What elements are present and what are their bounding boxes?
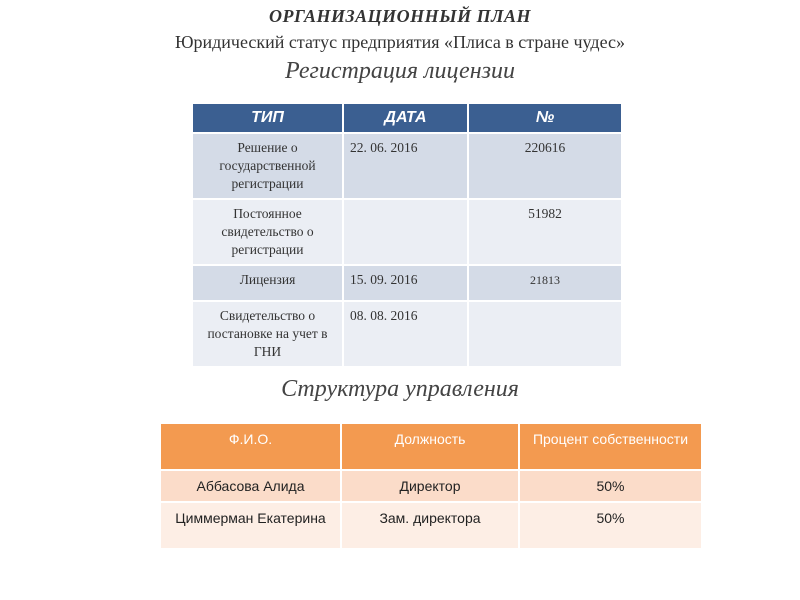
column-header-position: Должность [341,424,519,470]
table-row [193,301,621,366]
table-row [193,265,621,301]
page-title: ОРГАНИЗАЦИОННЫЙ ПЛАН [269,6,531,26]
license-number-cell: 21813 [468,265,621,301]
license-number-cell [468,301,621,366]
person-position-cell: Директор [341,470,519,502]
license-number-cell: 220616 [468,133,621,199]
table-row [161,502,701,548]
person-position-cell: Зам. директора [341,502,519,548]
license-date-cell: 08. 08. 2016 [343,301,468,366]
license-date-cell: 15. 09. 2016 [343,265,468,301]
column-header-type: ТИП [193,104,343,133]
license-section-heading: Регистрация лицензии [285,58,515,84]
structure-section-heading: Структура управления [281,376,519,402]
license-table-header [193,104,621,133]
license-type-cell: Постоянное свидетельство о регистрации [193,199,343,265]
management-table-header [161,424,701,470]
license-type-cell: Решение о государственной регистрации [193,133,343,199]
license-number-cell: 51982 [468,199,621,265]
table-row [193,199,621,265]
column-header-name: Ф.И.О. [161,424,341,470]
license-date-cell: 22. 06. 2016 [343,133,468,199]
table-row [193,133,621,199]
column-header-number: № [468,104,621,133]
license-table [193,104,621,366]
ownership-share-cell: 50% [519,470,701,502]
ownership-share-cell: 50% [519,502,701,548]
license-type-cell: Лицензия [193,265,343,301]
page-subtitle: Юридический статус предприятия «Плиса в стране чудес» [175,32,625,52]
column-header-share: Процент собственности [519,424,701,470]
column-header-date: ДАТА [343,104,468,133]
table-row [161,470,701,502]
management-table [161,424,701,548]
license-type-cell: Свидетельство о постановке на учет в ГНИ [193,301,343,366]
license-date-cell [343,199,468,265]
person-name-cell: Циммерман Екатерина [161,502,341,548]
person-name-cell: Аббасова Алида [161,470,341,502]
